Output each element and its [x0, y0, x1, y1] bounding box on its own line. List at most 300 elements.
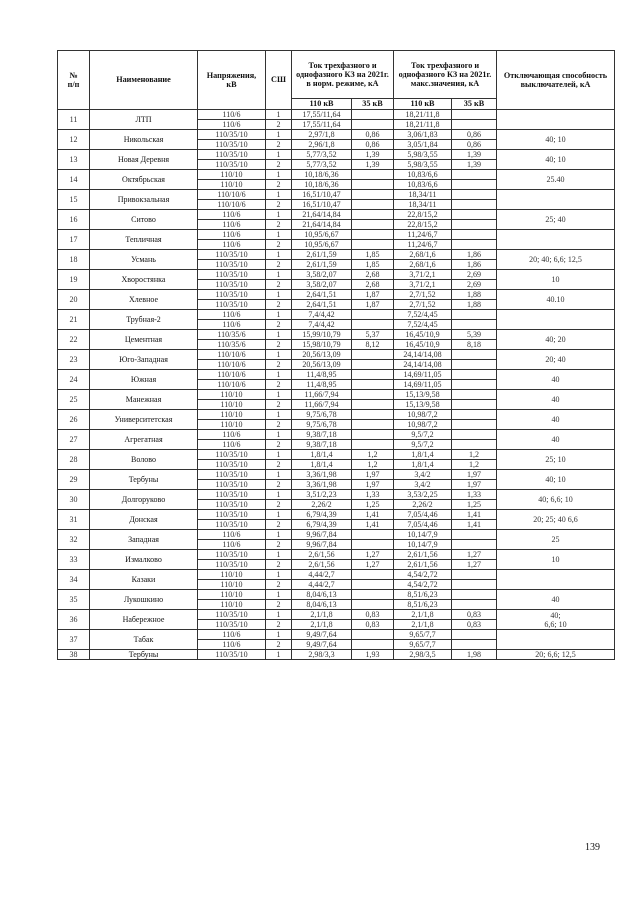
table-row [58, 590, 615, 600]
max-35-cell [452, 530, 497, 540]
bus-cell: 1 [266, 330, 292, 340]
max-110-cell: 2,26/2 [394, 500, 452, 510]
bus-cell: 1 [266, 210, 292, 220]
breaker-capacity [497, 310, 615, 330]
max-110-cell: 9,5/7,2 [394, 430, 452, 440]
substation-name: Никольская [90, 130, 198, 150]
bus-cell: 1 [266, 530, 292, 540]
voltage-cell: 110/10 [198, 180, 266, 190]
row-number: 16 [58, 210, 90, 230]
norm-110-cell: 3,58/2,07 [292, 270, 352, 280]
row-number: 14 [58, 170, 90, 190]
norm-110-cell: 2,6/1,56 [292, 560, 352, 570]
voltage-cell: 110/6 [198, 630, 266, 640]
max-110-cell: 4,54/2,72 [394, 570, 452, 580]
row-number: 22 [58, 330, 90, 350]
max-110-cell: 3,4/2 [394, 480, 452, 490]
max-110-cell: 3,05/1,84 [394, 140, 452, 150]
norm-35-cell [352, 640, 394, 650]
voltage-cell: 110/10/6 [198, 200, 266, 210]
max-110-cell: 3,06/1,83 [394, 130, 452, 140]
table-row [58, 550, 615, 560]
bus-cell: 1 [266, 250, 292, 260]
row-number: 26 [58, 410, 90, 430]
voltage-cell: 110/35/10 [198, 270, 266, 280]
bus-cell: 1 [266, 190, 292, 200]
norm-110-cell: 10,18/6,36 [292, 170, 352, 180]
bus-cell: 2 [266, 600, 292, 610]
voltage-cell: 110/35/10 [198, 610, 266, 620]
voltage-cell: 110/35/10 [198, 650, 266, 660]
row-number: 32 [58, 530, 90, 550]
substation-name: Южная [90, 370, 198, 390]
bus-cell: 1 [266, 350, 292, 360]
substation-name: Октябрьская [90, 170, 198, 190]
max-35-cell [452, 320, 497, 330]
norm-35-cell: 0,83 [352, 620, 394, 630]
table-row [58, 210, 615, 220]
max-35-cell [452, 200, 497, 210]
norm-35-cell: 0,83 [352, 610, 394, 620]
max-35-cell [452, 240, 497, 250]
table-row [58, 270, 615, 280]
bus-cell: 2 [266, 200, 292, 210]
max-35-cell: 1,97 [452, 470, 497, 480]
table-row [58, 150, 615, 160]
norm-110-cell: 5,77/3,52 [292, 150, 352, 160]
norm-110-cell: 2,98/3,3 [292, 650, 352, 660]
norm-35-cell: 1,41 [352, 510, 394, 520]
voltage-cell: 110/10/6 [198, 350, 266, 360]
max-110-cell: 2,98/3,5 [394, 650, 452, 660]
norm-35-cell [352, 210, 394, 220]
max-110-cell: 10,98/7,2 [394, 410, 452, 420]
header-norm-110: 110 кВ [292, 99, 352, 110]
header-num: № п/п [58, 51, 90, 110]
row-number: 35 [58, 590, 90, 610]
breaker-capacity: 25.40 [497, 170, 615, 190]
header-breaker: Отключающая способность выключателей, кА [497, 51, 615, 110]
norm-110-cell: 9,96/7,84 [292, 530, 352, 540]
norm-35-cell [352, 170, 394, 180]
max-110-cell: 16,45/10,9 [394, 340, 452, 350]
bus-cell: 1 [266, 170, 292, 180]
max-35-cell: 1,39 [452, 160, 497, 170]
header-bus: СШ [266, 51, 292, 110]
voltage-cell: 110/35/10 [198, 150, 266, 160]
norm-35-cell [352, 420, 394, 430]
substation-name: ЛТП [90, 110, 198, 130]
bus-cell: 1 [266, 290, 292, 300]
norm-110-cell: 11,4/8,95 [292, 380, 352, 390]
max-110-cell: 2,61/1,56 [394, 560, 452, 570]
substation-name: Хворостянка [90, 270, 198, 290]
max-110-cell: 18,21/11,8 [394, 110, 452, 120]
row-number: 29 [58, 470, 90, 490]
max-110-cell: 3,4/2 [394, 470, 452, 480]
max-35-cell [452, 420, 497, 430]
norm-35-cell [352, 370, 394, 380]
row-number: 25 [58, 390, 90, 410]
norm-110-cell: 11,66/7,94 [292, 390, 352, 400]
breaker-capacity: 40; 10 [497, 130, 615, 150]
breaker-capacity: 40; 6,6; 10 [497, 610, 615, 630]
norm-110-cell: 15,99/10,79 [292, 330, 352, 340]
breaker-capacity [497, 630, 615, 650]
norm-110-cell: 10,95/6,67 [292, 240, 352, 250]
norm-110-cell: 3,36/1,98 [292, 480, 352, 490]
norm-35-cell: 1,39 [352, 150, 394, 160]
max-35-cell [452, 630, 497, 640]
max-110-cell: 3,71/2,1 [394, 280, 452, 290]
norm-35-cell: 1,93 [352, 650, 394, 660]
max-35-cell [452, 380, 497, 390]
max-35-cell [452, 410, 497, 420]
voltage-cell: 110/6 [198, 540, 266, 550]
max-35-cell: 0,83 [452, 610, 497, 620]
table-row [58, 190, 615, 200]
breaker-capacity: 10 [497, 550, 615, 570]
row-number: 11 [58, 110, 90, 130]
row-number: 20 [58, 290, 90, 310]
max-110-cell: 2,7/1,52 [394, 290, 452, 300]
bus-cell: 1 [266, 270, 292, 280]
max-110-cell: 10,14/7,9 [394, 530, 452, 540]
bus-cell: 2 [266, 280, 292, 290]
substation-name: Манежная [90, 390, 198, 410]
table-row [58, 630, 615, 640]
max-35-cell: 1,33 [452, 490, 497, 500]
table-row [58, 410, 615, 420]
substation-name: Новая Деревня [90, 150, 198, 170]
max-110-cell: 22,8/15,2 [394, 220, 452, 230]
max-35-cell [452, 360, 497, 370]
max-35-cell [452, 540, 497, 550]
norm-110-cell: 4,44/2,7 [292, 570, 352, 580]
max-110-cell: 2,68/1,6 [394, 260, 452, 270]
voltage-cell: 110/6 [198, 210, 266, 220]
bus-cell: 1 [266, 370, 292, 380]
breaker-capacity: 20; 40 [497, 350, 615, 370]
bus-cell: 2 [266, 420, 292, 430]
max-35-cell: 1,27 [452, 550, 497, 560]
max-110-cell: 14,69/11,05 [394, 380, 452, 390]
max-35-cell [452, 430, 497, 440]
norm-35-cell [352, 230, 394, 240]
table-row [58, 130, 615, 140]
max-110-cell: 2,1/1,8 [394, 620, 452, 630]
max-110-cell: 11,24/6,7 [394, 230, 452, 240]
max-35-cell [452, 580, 497, 590]
norm-110-cell: 2,61/1,59 [292, 260, 352, 270]
voltage-cell: 110/10/6 [198, 190, 266, 200]
max-35-cell: 1,39 [452, 150, 497, 160]
max-35-cell: 1,97 [452, 480, 497, 490]
voltage-cell: 110/35/10 [198, 160, 266, 170]
max-35-cell [452, 170, 497, 180]
norm-35-cell: 1,97 [352, 470, 394, 480]
table-row [58, 530, 615, 540]
page-number: 139 [585, 842, 600, 853]
norm-35-cell [352, 410, 394, 420]
breaker-capacity [497, 190, 615, 210]
max-110-cell: 1,8/1,4 [394, 450, 452, 460]
max-35-cell: 1,88 [452, 300, 497, 310]
voltage-cell: 110/35/10 [198, 510, 266, 520]
max-110-cell: 2,1/1,8 [394, 610, 452, 620]
bus-cell: 1 [266, 510, 292, 520]
header-voltage: Напряжения, кВ [198, 51, 266, 110]
max-35-cell [452, 110, 497, 120]
norm-35-cell: 1,27 [352, 560, 394, 570]
norm-110-cell: 3,36/1,98 [292, 470, 352, 480]
bus-cell: 1 [266, 470, 292, 480]
norm-35-cell: 2,68 [352, 270, 394, 280]
norm-110-cell: 2,1/1,8 [292, 620, 352, 630]
bus-cell: 2 [266, 260, 292, 270]
table-row [58, 570, 615, 580]
voltage-cell: 110/35/10 [198, 560, 266, 570]
norm-35-cell [352, 440, 394, 450]
voltage-cell: 110/10 [198, 170, 266, 180]
header-norm-35: 35 кВ [352, 99, 394, 110]
max-110-cell: 9,5/7,2 [394, 440, 452, 450]
max-35-cell: 0,86 [452, 130, 497, 140]
voltage-cell: 110/10 [198, 390, 266, 400]
max-110-cell: 22,8/15,2 [394, 210, 452, 220]
max-110-cell: 16,45/10,9 [394, 330, 452, 340]
breaker-capacity [497, 110, 615, 130]
voltage-cell: 110/6 [198, 430, 266, 440]
voltage-cell: 110/6 [198, 320, 266, 330]
voltage-cell: 110/6 [198, 530, 266, 540]
voltage-cell: 110/35/10 [198, 490, 266, 500]
max-110-cell: 10,98/7,2 [394, 420, 452, 430]
norm-110-cell: 2,64/1,51 [292, 300, 352, 310]
max-35-cell: 1,86 [452, 250, 497, 260]
norm-35-cell [352, 350, 394, 360]
norm-35-cell: 0,86 [352, 130, 394, 140]
max-110-cell: 8,51/6,23 [394, 590, 452, 600]
table-body [58, 110, 615, 660]
bus-cell: 2 [266, 460, 292, 470]
voltage-cell: 110/35/6 [198, 340, 266, 350]
norm-35-cell [352, 530, 394, 540]
row-number: 21 [58, 310, 90, 330]
norm-35-cell: 1,2 [352, 460, 394, 470]
bus-cell: 2 [266, 240, 292, 250]
voltage-cell: 110/10 [198, 590, 266, 600]
max-35-cell [452, 570, 497, 580]
max-35-cell [452, 230, 497, 240]
norm-110-cell: 9,38/7,18 [292, 440, 352, 450]
norm-35-cell [352, 200, 394, 210]
max-35-cell: 1,27 [452, 560, 497, 570]
max-110-cell: 2,7/1,52 [394, 300, 452, 310]
row-number: 15 [58, 190, 90, 210]
voltage-cell: 110/35/10 [198, 460, 266, 470]
voltage-cell: 110/10 [198, 570, 266, 580]
norm-35-cell [352, 120, 394, 130]
substation-name: Табак [90, 630, 198, 650]
norm-35-cell [352, 540, 394, 550]
norm-35-cell: 1,85 [352, 250, 394, 260]
row-number: 24 [58, 370, 90, 390]
norm-110-cell: 8,04/6,13 [292, 590, 352, 600]
norm-35-cell: 5,37 [352, 330, 394, 340]
norm-35-cell [352, 110, 394, 120]
max-110-cell: 3,53/2,25 [394, 490, 452, 500]
norm-35-cell: 1,33 [352, 490, 394, 500]
row-number: 37 [58, 630, 90, 650]
voltage-cell: 110/10 [198, 420, 266, 430]
norm-35-cell [352, 430, 394, 440]
header-norm-current: Ток трехфазного и однофазного КЗ на 2021г. в норм. режиме, кА [292, 51, 394, 99]
voltage-cell: 110/35/10 [198, 450, 266, 460]
row-number: 28 [58, 450, 90, 470]
norm-110-cell: 9,38/7,18 [292, 430, 352, 440]
row-number: 13 [58, 150, 90, 170]
bus-cell: 1 [266, 650, 292, 660]
max-110-cell: 2,61/1,56 [394, 550, 452, 560]
bus-cell: 2 [266, 320, 292, 330]
voltage-cell: 110/10 [198, 580, 266, 590]
table-row [58, 330, 615, 340]
table-row [58, 650, 615, 660]
voltage-cell: 110/35/10 [198, 500, 266, 510]
substation-name: Усмань [90, 250, 198, 270]
norm-35-cell [352, 320, 394, 330]
max-110-cell: 10,83/6,6 [394, 170, 452, 180]
substation-name: Измалково [90, 550, 198, 570]
max-110-cell: 3,71/2,1 [394, 270, 452, 280]
max-110-cell: 1,8/1,4 [394, 460, 452, 470]
voltage-cell: 110/35/10 [198, 620, 266, 630]
max-110-cell: 7,05/4,46 [394, 520, 452, 530]
substation-name: Юго-Западная [90, 350, 198, 370]
max-35-cell: 1,41 [452, 510, 497, 520]
breaker-capacity: 20; 25; 40 6,6 [497, 510, 615, 530]
norm-110-cell: 9,75/6,78 [292, 410, 352, 420]
substation-name: Агрегатная [90, 430, 198, 450]
norm-35-cell [352, 570, 394, 580]
bus-cell: 2 [266, 520, 292, 530]
norm-35-cell [352, 240, 394, 250]
voltage-cell: 110/35/10 [198, 280, 266, 290]
max-110-cell: 7,52/4,45 [394, 320, 452, 330]
bus-cell: 1 [266, 610, 292, 620]
norm-35-cell: 1,25 [352, 500, 394, 510]
table-row [58, 350, 615, 360]
max-35-cell [452, 210, 497, 220]
row-number: 30 [58, 490, 90, 510]
max-110-cell: 9,65/7,7 [394, 630, 452, 640]
header-max-110: 110 кВ [394, 99, 452, 110]
max-110-cell: 24,14/14,08 [394, 360, 452, 370]
max-110-cell: 15,13/9,58 [394, 400, 452, 410]
voltage-cell: 110/10 [198, 400, 266, 410]
substation-name: Привокзальная [90, 190, 198, 210]
norm-35-cell [352, 600, 394, 610]
voltage-cell: 110/10/6 [198, 380, 266, 390]
norm-110-cell: 10,95/6,67 [292, 230, 352, 240]
max-110-cell: 8,51/6,23 [394, 600, 452, 610]
max-110-cell: 7,05/4,46 [394, 510, 452, 520]
voltage-cell: 110/10/6 [198, 360, 266, 370]
substation-name: Донская [90, 510, 198, 530]
table-row [58, 490, 615, 500]
row-number: 38 [58, 650, 90, 660]
norm-110-cell: 16,51/10,47 [292, 200, 352, 210]
breaker-capacity: 25 [497, 530, 615, 550]
bus-cell: 2 [266, 560, 292, 570]
substation-name: Тербуны [90, 470, 198, 490]
max-35-cell [452, 350, 497, 360]
voltage-cell: 110/10 [198, 410, 266, 420]
bus-cell: 2 [266, 220, 292, 230]
voltage-cell: 110/35/10 [198, 520, 266, 530]
norm-110-cell: 17,55/11,64 [292, 120, 352, 130]
breaker-capacity [497, 570, 615, 590]
row-number: 12 [58, 130, 90, 150]
voltage-cell: 110/10 [198, 600, 266, 610]
voltage-cell: 110/6 [198, 220, 266, 230]
norm-110-cell: 17,55/11,64 [292, 110, 352, 120]
norm-110-cell: 3,51/2,23 [292, 490, 352, 500]
norm-35-cell [352, 220, 394, 230]
norm-35-cell: 1,97 [352, 480, 394, 490]
max-110-cell: 15,13/9,58 [394, 390, 452, 400]
table-row [58, 230, 615, 240]
bus-cell: 1 [266, 230, 292, 240]
voltage-cell: 110/35/10 [198, 250, 266, 260]
substation-name: Волово [90, 450, 198, 470]
bus-cell: 2 [266, 140, 292, 150]
bus-cell: 2 [266, 500, 292, 510]
bus-cell: 1 [266, 450, 292, 460]
norm-35-cell: 1,87 [352, 290, 394, 300]
bus-cell: 2 [266, 160, 292, 170]
substation-name: Ситово [90, 210, 198, 230]
max-35-cell: 5,39 [452, 330, 497, 340]
table-row [58, 110, 615, 120]
max-35-cell: 0,83 [452, 620, 497, 630]
norm-110-cell: 5,77/3,52 [292, 160, 352, 170]
row-number: 18 [58, 250, 90, 270]
voltage-cell: 110/6 [198, 240, 266, 250]
norm-110-cell: 15,98/10,79 [292, 340, 352, 350]
norm-35-cell: 0,86 [352, 140, 394, 150]
table-row [58, 510, 615, 520]
norm-110-cell: 6,79/4,39 [292, 510, 352, 520]
norm-35-cell [352, 390, 394, 400]
breaker-capacity: 40 [497, 430, 615, 450]
bus-cell: 2 [266, 300, 292, 310]
norm-35-cell [352, 580, 394, 590]
bus-cell: 2 [266, 480, 292, 490]
row-number: 31 [58, 510, 90, 530]
voltage-cell: 110/6 [198, 310, 266, 320]
bus-cell: 2 [266, 640, 292, 650]
breaker-capacity: 40; 10 [497, 470, 615, 490]
bus-cell: 1 [266, 590, 292, 600]
breaker-capacity: 10 [497, 270, 615, 290]
voltage-cell: 110/6 [198, 640, 266, 650]
voltage-cell: 110/35/10 [198, 260, 266, 270]
max-35-cell: 1,98 [452, 650, 497, 660]
voltage-cell: 110/35/10 [198, 550, 266, 560]
norm-110-cell: 10,18/6,36 [292, 180, 352, 190]
